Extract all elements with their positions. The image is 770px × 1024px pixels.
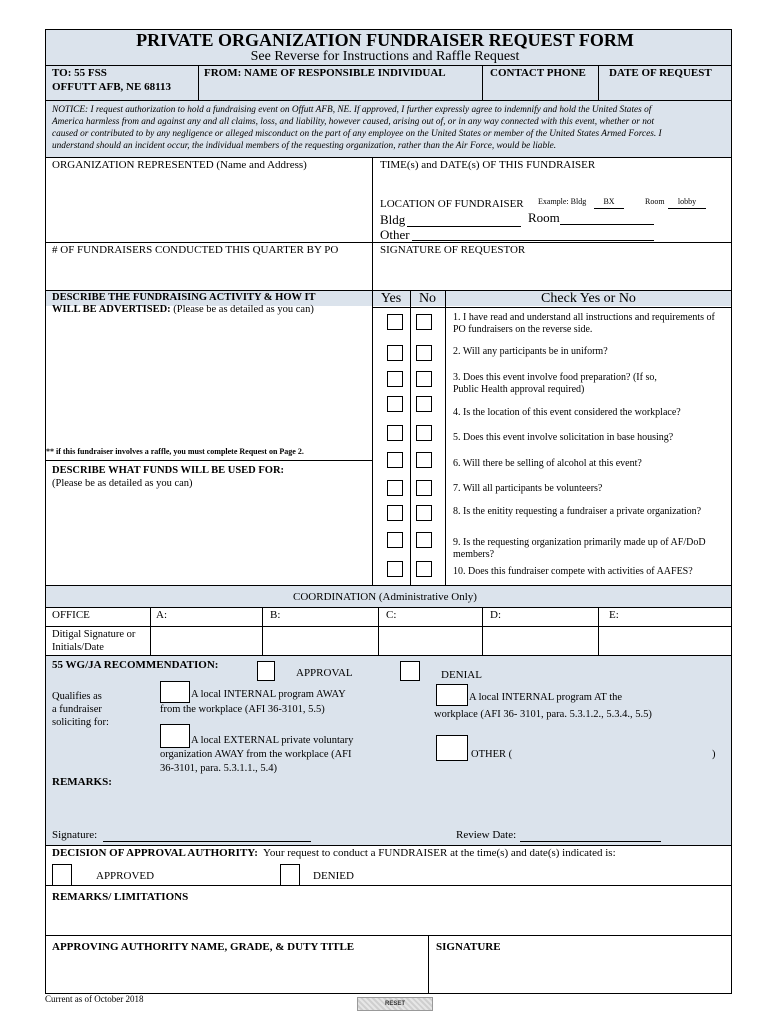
q6-yes-checkbox[interactable] bbox=[387, 452, 403, 468]
notice-line2: America harmless from and against any and all claims, loss, and liability, however caused, arising out of, or in any way connected with this event, whether or not bbox=[52, 117, 655, 127]
q8-no-checkbox[interactable] bbox=[416, 505, 432, 521]
question-5: 5. Does this event involve solicitation in base housing? bbox=[453, 432, 674, 443]
location-label: LOCATION OF FUNDRAISER bbox=[380, 198, 524, 210]
other-option-label: OTHER ( bbox=[471, 749, 513, 760]
reset-button[interactable]: RESET bbox=[357, 997, 433, 1011]
decision-line: DECISION OF APPROVAL AUTHORITY: Your request to conduct a FUNDRAISER at the time(s) and date(s) indicated is: bbox=[52, 847, 616, 859]
approved-checkbox[interactable] bbox=[52, 864, 72, 886]
notice-line4: understand should an incident occur, the individual members of the requesting organization, rather than the Air Force, would be liable. bbox=[52, 141, 557, 151]
question-10: 10. Does this fundraiser compete with activities of AAFES? bbox=[453, 566, 693, 577]
q3-yes-checkbox[interactable] bbox=[387, 371, 403, 387]
office-b-label: B: bbox=[270, 609, 281, 621]
q10-yes-checkbox[interactable] bbox=[387, 561, 403, 577]
qualifies-line3: soliciting for: bbox=[52, 717, 109, 728]
denial-label: DENIAL bbox=[441, 669, 482, 681]
question-6: 6. Will there be selling of alcohol at this event? bbox=[453, 458, 642, 469]
q1-yes-checkbox[interactable] bbox=[387, 314, 403, 330]
q4-no-checkbox[interactable] bbox=[416, 396, 432, 412]
q1-no-checkbox[interactable] bbox=[416, 314, 432, 330]
approving-signature-label: SIGNATURE bbox=[436, 941, 501, 953]
current-as-of: Current as of October 2018 bbox=[45, 994, 144, 1004]
notice-line3: caused or contributed to by any negligence or alleged misconduct on the part of any employee on the United States or member of the United States Armed Forces. I bbox=[52, 129, 662, 139]
approval-checkbox[interactable] bbox=[257, 661, 275, 681]
example-room-label: Room bbox=[645, 197, 665, 206]
other-option-close: ) bbox=[712, 749, 716, 760]
requestor-signature-label: SIGNATURE OF REQUESTOR bbox=[380, 244, 526, 256]
question-8: 8. Is the enitity requesting a fundraiser a private organization? bbox=[453, 506, 702, 517]
other-location-field[interactable] bbox=[412, 240, 654, 241]
q2-no-checkbox[interactable] bbox=[416, 345, 432, 361]
coordination-title: COORDINATION (Administrative Only) bbox=[293, 591, 477, 603]
to-line2: OFFUTT AFB, NE 68113 bbox=[52, 81, 171, 93]
ja-signature-field[interactable] bbox=[103, 841, 311, 842]
q9-no-checkbox[interactable] bbox=[416, 532, 432, 548]
external-away-line2: organization AWAY from the workplace (AFI bbox=[160, 749, 352, 760]
remarks-label: REMARKS: bbox=[52, 776, 112, 788]
q4-yes-checkbox[interactable] bbox=[387, 396, 403, 412]
describe-activity-line1: DESCRIBE THE FUNDRAISING ACTIVITY & HOW IT bbox=[52, 292, 316, 303]
denied-label: DENIED bbox=[313, 870, 354, 882]
digital-signature-label-line1: Ditigal Signature or bbox=[52, 629, 136, 640]
example-room-value: lobby bbox=[677, 197, 697, 206]
describe-funds-note: (Please be as detailed as you can) bbox=[52, 478, 193, 489]
question-7: 7. Will all participants be volunteers? bbox=[453, 483, 603, 494]
office-a-label: A: bbox=[156, 609, 167, 621]
qualifies-line2: a fundraiser bbox=[52, 704, 102, 715]
from-label: FROM: NAME OF RESPONSIBLE INDIVIDUAL bbox=[204, 67, 446, 79]
form-title: PRIVATE ORGANIZATION FUNDRAISER REQUEST FORM bbox=[136, 30, 634, 50]
org-represented-label: ORGANIZATION REPRESENTED (Name and Address) bbox=[52, 159, 307, 171]
q9-yes-checkbox[interactable] bbox=[387, 532, 403, 548]
internal-away-line1: A local INTERNAL program AWAY bbox=[191, 689, 346, 700]
office-c-label: C: bbox=[386, 609, 397, 621]
describe-activity-line2: WILL BE ADVERTISED: (Please be as detailed as you can) bbox=[52, 304, 314, 315]
qualifies-line1: Qualifies as bbox=[52, 691, 102, 702]
question-4: 4. Is the location of this event considered the workplace? bbox=[453, 407, 681, 418]
fundraiser-count-label: # OF FUNDRAISERS CONDUCTED THIS QUARTER BY PO bbox=[52, 244, 339, 256]
approved-label: APPROVED bbox=[96, 870, 155, 882]
q3-no-checkbox[interactable] bbox=[416, 371, 432, 387]
internal-at-line2: workplace (AFI 36- 3101, para. 5.3.1.2., 5.3.4., 5.5) bbox=[434, 709, 652, 720]
office-d-label: D: bbox=[490, 609, 501, 621]
review-date-label: Review Date: bbox=[456, 829, 517, 841]
approval-label: APPROVAL bbox=[296, 667, 353, 679]
room-label: Room bbox=[528, 210, 560, 225]
no-column-label: No bbox=[418, 291, 437, 306]
question-3: 3. Does this event involve food preparation? (If so, Public Health approval required) bbox=[453, 372, 657, 395]
q8-yes-checkbox[interactable] bbox=[387, 505, 403, 521]
q7-no-checkbox[interactable] bbox=[416, 480, 432, 496]
question-1: 1. I have read and understand all instructions and requirements of PO fundraisers on the reverse side. bbox=[453, 312, 715, 335]
internal-away-checkbox[interactable] bbox=[160, 681, 190, 703]
digital-signature-label-line2: Initials/Date bbox=[52, 642, 104, 653]
office-label: OFFICE bbox=[52, 609, 90, 621]
to-line1: TO: 55 FSS bbox=[52, 67, 107, 79]
bldg-field[interactable] bbox=[407, 226, 521, 227]
q2-yes-checkbox[interactable] bbox=[387, 345, 403, 361]
q7-yes-checkbox[interactable] bbox=[387, 480, 403, 496]
check-yes-no-title: Check Yes or No bbox=[541, 291, 636, 306]
raffle-note: ** if this fundraiser involves a raffle, you must complete Request on Page 2. bbox=[46, 447, 304, 456]
office-e-label: E: bbox=[609, 609, 619, 621]
review-date-field[interactable] bbox=[520, 841, 661, 842]
other-checkbox[interactable] bbox=[436, 735, 468, 761]
q5-yes-checkbox[interactable] bbox=[387, 425, 403, 441]
q5-no-checkbox[interactable] bbox=[416, 425, 432, 441]
other-label: Other bbox=[380, 227, 410, 242]
q6-no-checkbox[interactable] bbox=[416, 452, 432, 468]
date-of-request-label: DATE OF REQUEST bbox=[609, 67, 712, 79]
example-bldg-label: Example: Bldg bbox=[538, 197, 587, 206]
bldg-label: Bldg bbox=[380, 212, 406, 227]
internal-away-line2: from the workplace (AFI 36-3101, 5.5) bbox=[160, 704, 325, 715]
external-away-line1: A local EXTERNAL private voluntary bbox=[191, 735, 354, 746]
time-date-label: TIME(s) and DATE(s) OF THIS FUNDRAISER bbox=[380, 159, 596, 171]
internal-at-line1: A local INTERNAL program AT the bbox=[469, 692, 623, 703]
question-9: 9. Is the requesting organization primarily made up of AF/DoD members? bbox=[453, 537, 706, 560]
ja-signature-label: Signature: bbox=[52, 829, 98, 841]
remarks-limitations-label: REMARKS/ LIMITATIONS bbox=[52, 891, 189, 903]
notice-line1: NOTICE: I request authorization to hold a fundraising event on Offutt AFB, NE. If approved, I further expressly agree to indemnify and hold the United States of bbox=[52, 105, 652, 115]
approving-authority-label: APPROVING AUTHORITY NAME, GRADE, & DUTY TITLE bbox=[52, 941, 355, 953]
denied-checkbox[interactable] bbox=[280, 864, 300, 886]
example-bldg-value: BX bbox=[603, 197, 615, 206]
yes-column-label: Yes bbox=[380, 291, 402, 306]
describe-funds-label: DESCRIBE WHAT FUNDS WILL BE USED FOR: bbox=[52, 465, 285, 476]
room-field[interactable] bbox=[560, 224, 654, 225]
form-subtitle: See Reverse for Instructions and Raffle Request bbox=[250, 49, 520, 64]
internal-at-checkbox[interactable] bbox=[436, 684, 468, 706]
external-away-line3: 36-3101, para. 5.3.1.1., 5.4) bbox=[160, 763, 277, 774]
denial-checkbox[interactable] bbox=[400, 661, 420, 681]
question-2: 2. Will any participants be in uniform? bbox=[453, 346, 608, 357]
recommendation-title: 55 WG/JA RECOMMENDATION: bbox=[52, 659, 219, 671]
contact-phone-label: CONTACT PHONE bbox=[490, 67, 586, 79]
q10-no-checkbox[interactable] bbox=[416, 561, 432, 577]
external-away-checkbox[interactable] bbox=[160, 724, 190, 748]
